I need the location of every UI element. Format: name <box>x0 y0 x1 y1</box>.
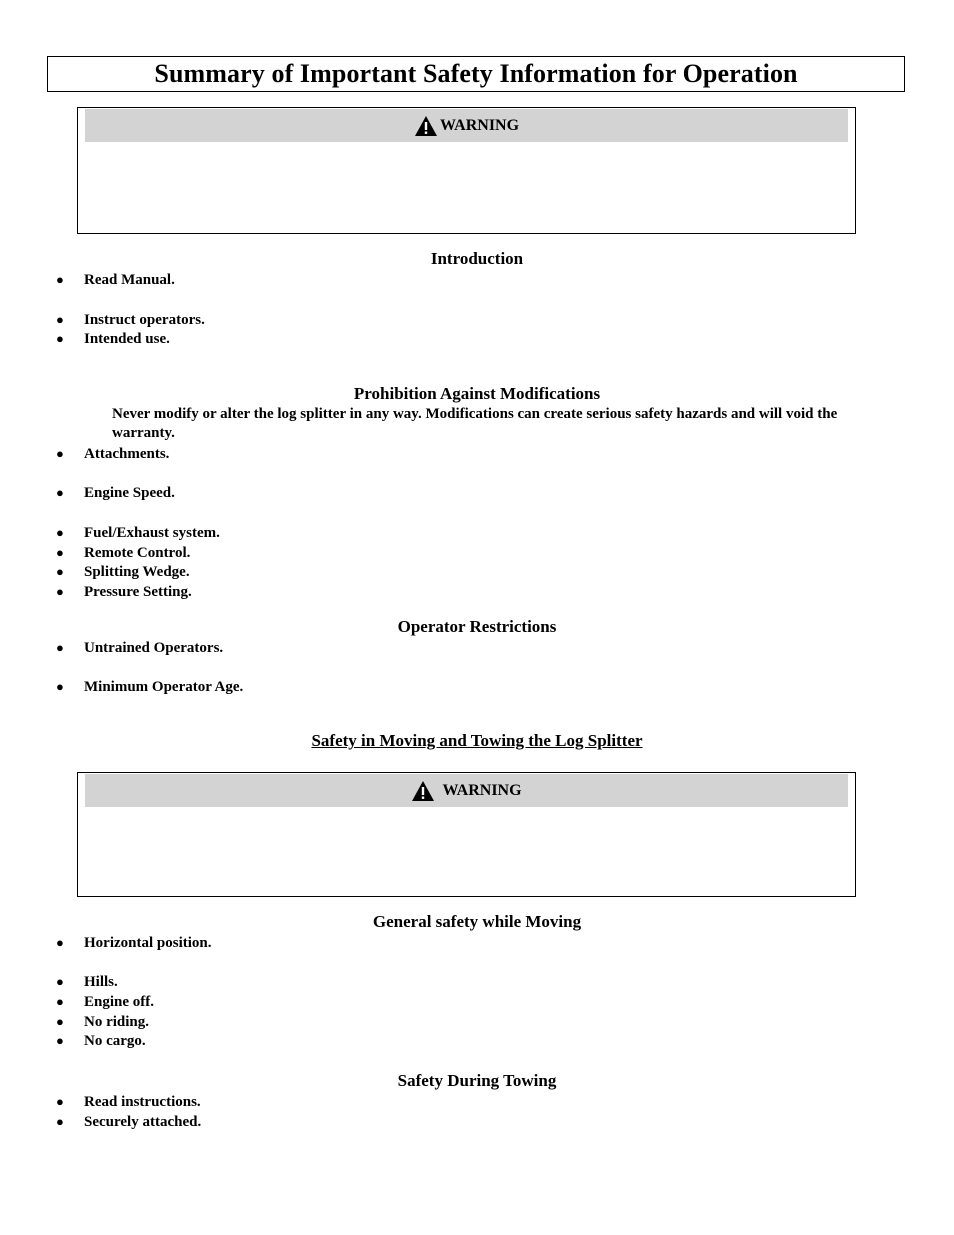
bullet-icon: ● <box>56 1014 64 1029</box>
list-item-label: Engine off. <box>84 994 155 1010</box>
list-item-label: Intended use. <box>84 331 170 347</box>
list-item-label: Engine Speed. <box>84 485 175 501</box>
list-item-label: Remote Control. <box>84 545 191 561</box>
bullet-icon: ● <box>56 545 64 560</box>
bullet-icon: ● <box>56 1033 64 1048</box>
list-item <box>56 677 243 697</box>
warning-label: WARNING <box>439 116 520 134</box>
list-item <box>56 562 190 582</box>
section-heading-modifications: Prohibition Against Modifications <box>353 384 601 403</box>
list-item-label: No cargo. <box>84 1033 146 1049</box>
list-item-label: Instruct operators. <box>84 312 205 328</box>
list-item <box>56 582 192 602</box>
bullet-icon: ● <box>56 679 64 694</box>
list-item-label: Horizontal position. <box>84 935 212 951</box>
bullet-icon: ● <box>56 584 64 599</box>
warning-box <box>77 772 856 897</box>
list-item <box>56 270 175 290</box>
bullet-icon: ● <box>56 935 64 950</box>
bullet-icon: ● <box>56 272 64 287</box>
list-item-label: Untrained Operators. <box>84 640 224 656</box>
page-title: Summary of Important Safety Information for Operation <box>154 59 798 88</box>
list-item-label: Attachments. <box>84 446 170 462</box>
list-item-label: Read instructions. <box>84 1094 201 1110</box>
list-item-label: Pressure Setting. <box>84 584 192 600</box>
section-heading-towing: Safety During Towing <box>397 1071 557 1090</box>
section-heading-introduction: Introduction <box>430 249 524 268</box>
bullet-icon: ● <box>56 974 64 989</box>
list-item-label: No riding. <box>84 1014 150 1030</box>
list-item-label: Minimum Operator Age. <box>84 679 244 695</box>
bullet-icon: ● <box>56 312 64 327</box>
bullet-icon: ● <box>56 331 64 346</box>
bullet-icon: ● <box>56 525 64 540</box>
modifications-paragraph: Never modify or alter the log splitter in any way. Modifications can create serious safety hazards and will void the warranty. <box>112 406 838 441</box>
list-item <box>56 444 169 464</box>
list-item <box>56 992 154 1012</box>
list-item <box>56 523 220 543</box>
list-item-label: Splitting Wedge. <box>84 564 190 580</box>
list-item-label: Fuel/Exhaust system. <box>84 525 220 541</box>
list-item <box>56 543 190 563</box>
bullet-icon: ● <box>56 1094 64 1109</box>
list-item <box>56 329 170 349</box>
page-title-box <box>47 56 905 92</box>
list-item <box>56 310 205 330</box>
bullet-icon: ● <box>56 1114 64 1129</box>
bullet-icon: ● <box>56 446 64 461</box>
list-item-label: Hills. <box>84 974 118 990</box>
list-item <box>56 1031 146 1051</box>
list-item <box>56 1092 201 1112</box>
list-item-label: Securely attached. <box>84 1114 202 1130</box>
list-item <box>56 933 212 953</box>
list-item <box>56 972 118 992</box>
list-item <box>56 483 175 503</box>
bullet-icon: ● <box>56 994 64 1009</box>
warning-header <box>85 109 848 142</box>
section-heading-moving-towing: Safety in Moving and Towing the Log Splitter <box>311 731 643 750</box>
list-item-label: Read Manual. <box>84 272 175 288</box>
bullet-icon: ● <box>56 564 64 579</box>
bullet-icon: ● <box>56 485 64 500</box>
list-item <box>56 1112 201 1132</box>
section-heading-general-moving: General safety while Moving <box>372 912 582 931</box>
list-item <box>56 1012 149 1032</box>
warning-triangle-icon <box>411 780 435 802</box>
warning-label: WARNING <box>442 781 522 799</box>
list-item <box>56 638 223 658</box>
bullet-icon: ● <box>56 640 64 655</box>
warning-triangle-icon <box>414 115 438 137</box>
warning-box <box>77 107 856 234</box>
warning-header <box>85 774 848 807</box>
section-heading-operator: Operator Restrictions <box>397 617 557 636</box>
